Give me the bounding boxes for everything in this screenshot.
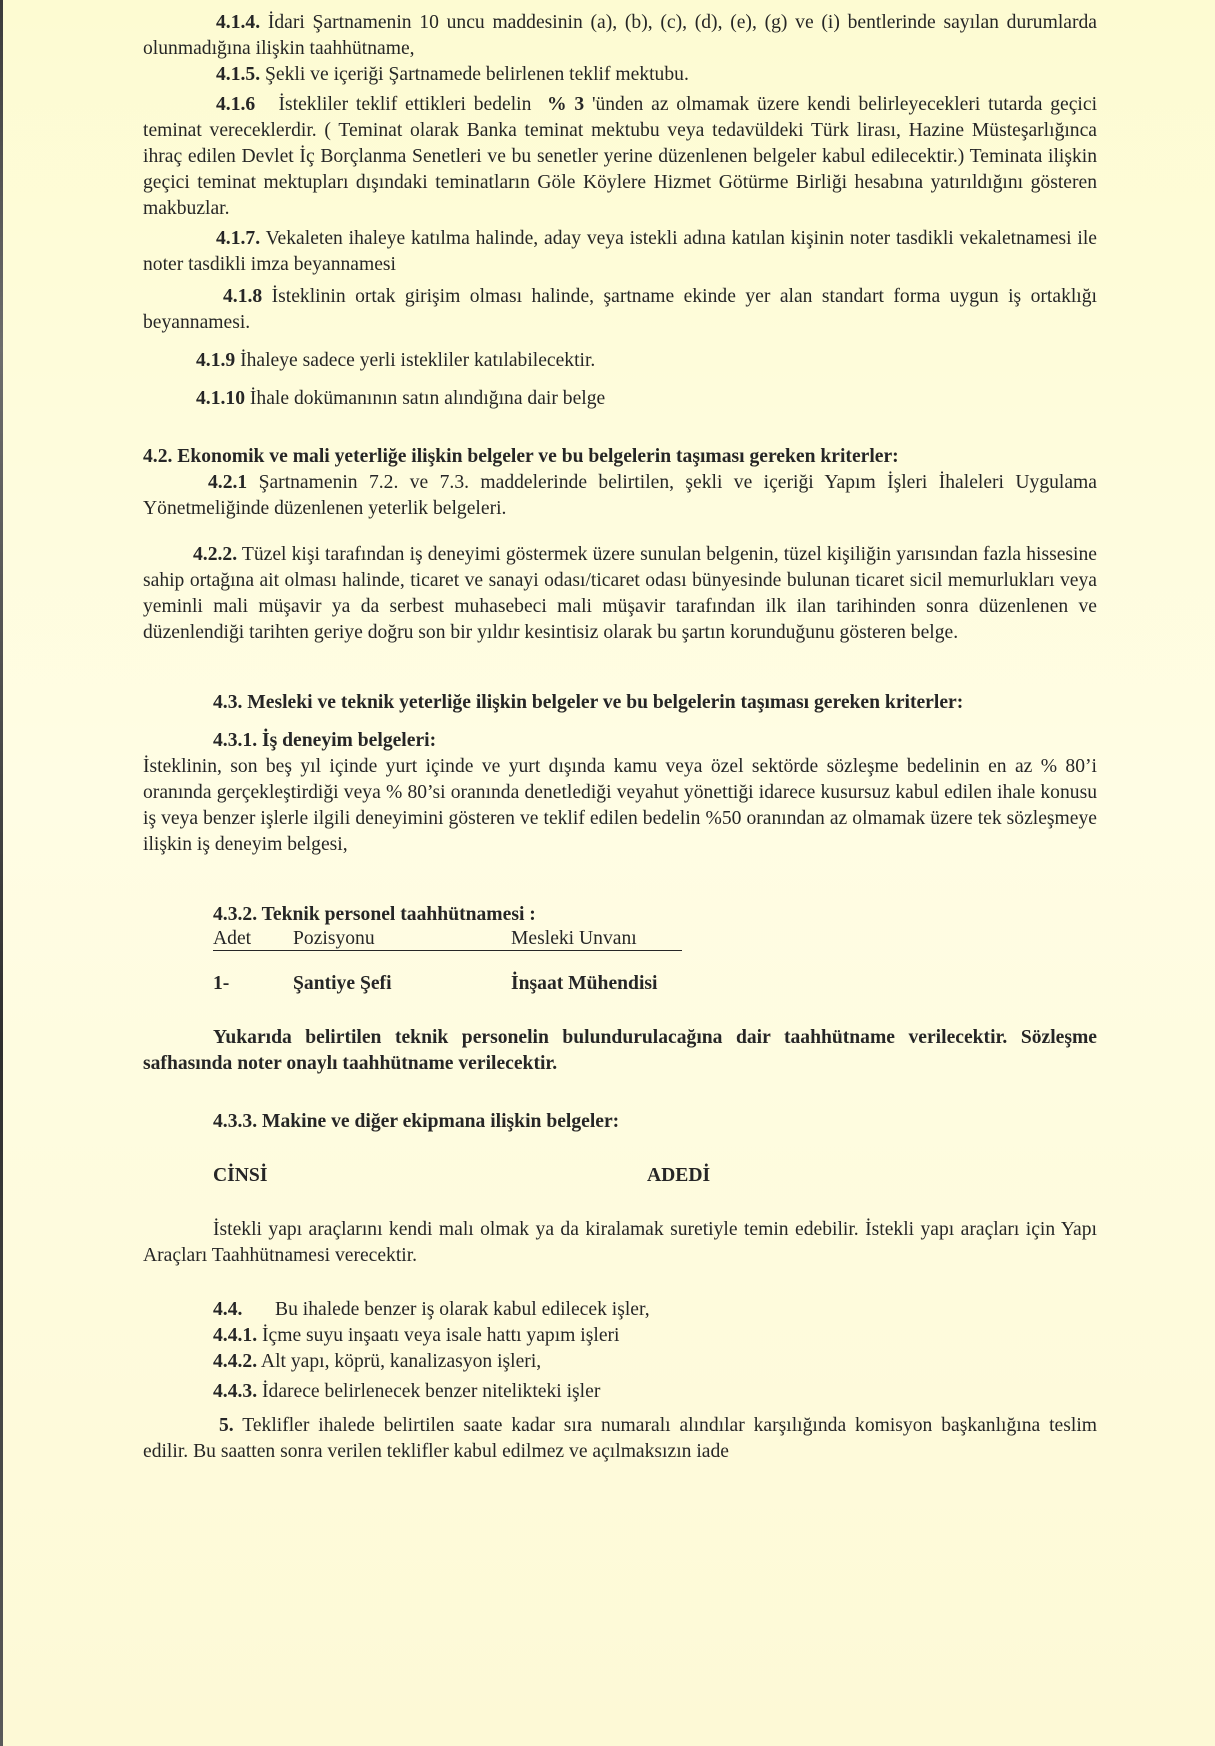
personnel-note: Yukarıda belirtilen teknik personelin bulundurulacağına dair taahhütname verilecektir. Sözleşme safhasında noter onaylı taahhütname verilecektir. [143,1027,1097,1074]
clause-4-4-3 [213,1379,1097,1405]
clause-text-b: 'ünden az olmamak üzere kendi belirleyecekleri tutarda geçici teminat vereceklerdir. ( Teminat olarak Banka teminat mektubu veya tedavüldeki Türk lirası, Hazine Müsteşarlığınca ihraç edilen Devlet İç Borçlanma Senetleri ve bu senetler yerine düzenlenen belgeler kabul edilecektir.) Teminata ilişkin geçici teminat mektupları dışındaki teminatların Göle Köylere Hizmet Götürme Birliği hesabına yatırıldığını gösteren makbuzlar. [143,94,1098,219]
clause-text: İsteklinin ortak girişim olması halinde, şartname ekinde yer alan standart forma uygun iş ortaklığı beyannamesi. [143,286,1097,333]
col-header-pozisyon: Pozisyonu [293,928,375,949]
clause-number: 5. [219,1415,234,1436]
section-heading-4-2: 4.2. Ekonomik ve mali yeterliğe ilişkin belgeler ve bu belgelerin taşıması gereken kriterler: [143,446,899,467]
clause-text-a: İstekliler teklif ettikleri bedelin [278,94,532,115]
clause-4-1-9 [143,348,1097,374]
clause-4-1-8 [143,284,1097,336]
clause-4-3-1-text: İsteklinin, son beş yıl içinde yurt içinde ve yurt dışında kamu veya özel sektörde sözleşme bedelinin en az % 80’i oranında gerçekleştirdiği veya % 80’si oranında denetlediği veyahut yönettiği idarece kusursuz kabul edilen ihale konusu iş veya benzer işlerle ilgili deneyimini gösteren ve teklif edilen bedelin %50 oranından az olmamak üzere tek sözleşmeye ilişkin iş deneyim belgesi, [143,756,1097,855]
subsection-heading-4-3-3: 4.3.3. Makine ve diğer ekipmana ilişkin belgeler: [213,1111,620,1132]
col-header-adet: Adet [213,928,252,949]
personnel-row [143,971,1097,997]
equipment-table-header [143,1163,1097,1189]
clause-number: 4.4. [213,1299,243,1320]
clause-number: 4.1.9 [196,350,236,371]
guarantee-percentage: % 3 [546,94,585,115]
clause-text: İdarece belirlenecek benzer nitelikteki işler [262,1381,601,1402]
clause-number: 4.1.10 [196,388,245,409]
clause-4-1-6 [143,92,1097,222]
personnel-table-header [143,928,1097,951]
clause-number: 4.1.4. [216,12,261,33]
clause-number: 4.1.6 [216,94,256,115]
clause-number: 4.4.2. [213,1351,258,1372]
subsection-heading-4-3-2: 4.3.2. Teknik personel taahhütnamesi : [213,904,536,925]
scan-edge [0,0,3,1746]
clause-text: Teklifler ihalede belirtilen saate kadar sıra numaralı alındılar karşılığında komisyon başkanlığına teslim edilir. Bu saatten sonra verilen teklifler kabul edilmez ve açılmaksızın iade [143,1415,1098,1462]
subsection-heading-4-3-1: 4.3.1. İş deneyim belgeleri: [213,730,437,751]
clause-text: İçme suyu inşaatı veya isale hattı yapım işleri [262,1325,620,1346]
clause-number: 4.1.8 [223,286,263,307]
clause-4-1-10 [143,386,1097,412]
clause-number: 4.4.3. [213,1381,258,1402]
clause-number: 4.2.2. [193,544,238,565]
personnel-count: 1- [213,973,230,994]
clause-number: 4.1.5. [216,64,261,85]
clause-number: 4.2.1 [208,472,248,493]
personnel-title: İnşaat Mühendisi [511,973,658,994]
clause-text: İhale dokümanının satın alındığına dair belge [249,388,606,409]
clause-text: İhaleye sadece yerli istekliler katılabilecektir. [240,350,596,371]
clause-5 [143,1413,1097,1465]
clause-4-1-4 [143,10,1097,62]
col-header-adedi: ADEDİ [647,1165,711,1186]
clause-number: 4.1.7. [216,228,261,249]
clause-text: Vekaleten ihaleye katılma halinde, aday veya istekli adına katılan kişinin noter tasdikli vekaletnamesi ile noter tasdikli imza beyannamesi [143,228,1098,275]
personnel-header-underline [213,928,682,951]
clause-number: 4.4.1. [213,1325,258,1346]
clause-text: Alt yapı, köprü, kanalizasyon işleri, [260,1351,542,1372]
document-body [143,10,1097,1465]
personnel-position: Şantiye Şefi [293,973,392,994]
clause-4-4-intro [213,1297,1097,1323]
clause-text: Bu ihalede benzer iş olarak kabul edilecek işler, [275,1299,650,1320]
clause-4-4-2 [213,1349,1097,1375]
clause-text: İdari Şartnamenin 10 uncu maddesinin (a), (b), (c), (d), (e), (g) ve (i) bentlerinde sayılan durumlarda olunmadığına ilişkin taahhütname, [143,12,1097,59]
clause-4-4-1 [213,1323,1097,1349]
clause-4-1-5 [143,62,1097,88]
col-header-cinsi: CİNSİ [213,1165,268,1186]
clause-4-2-2 [143,542,1097,646]
section-heading-4-3: 4.3. Mesleki ve teknik yeterliğe ilişkin belgeler ve bu belgelerin taşıması gereken kriterler: [213,692,964,713]
clause-4-2-1 [143,470,1097,522]
clause-4-1-7 [143,226,1097,278]
clause-text: Tüzel kişi tarafından iş deneyimi göstermek üzere sunulan belgenin, tüzel kişiliğin yarısından fazla hissesine sahip ortağına ait olması halinde, ticaret ve sanayi odası/ticaret odası bünyesinde bulunan ticaret sicil memurlukları veya yeminli mali müşavir ya da serbest muhasebeci mali müşavir tarafından ilk ilan tarihinden sonra düzenlenen ve düzenlendiği tarihten geriye doğru son bir yıldır kesintisiz olarak bu şartın korunduğunu gösteren belge. [143,544,1097,643]
col-header-unvan: Mesleki Unvanı [511,928,637,949]
equipment-note: İstekli yapı araçlarını kendi malı olmak ya da kiralamak suretiyle temin edebilir. İstekli yapı araçları için Yapı Araçları Taahhütnamesi verecektir. [143,1219,1097,1266]
clause-text: Şekli ve içeriği Şartnamede belirlenen teklif mektubu. [265,64,689,85]
clause-text: Şartnamenin 7.2. ve 7.3. maddelerinde belirtilen, şekli ve içeriği Yapım İşleri İhaleleri Uygulama Yönetmeliğinde düzenlenen yeterlik belgeleri. [143,472,1097,519]
clause-4-4 [143,1297,1097,1405]
